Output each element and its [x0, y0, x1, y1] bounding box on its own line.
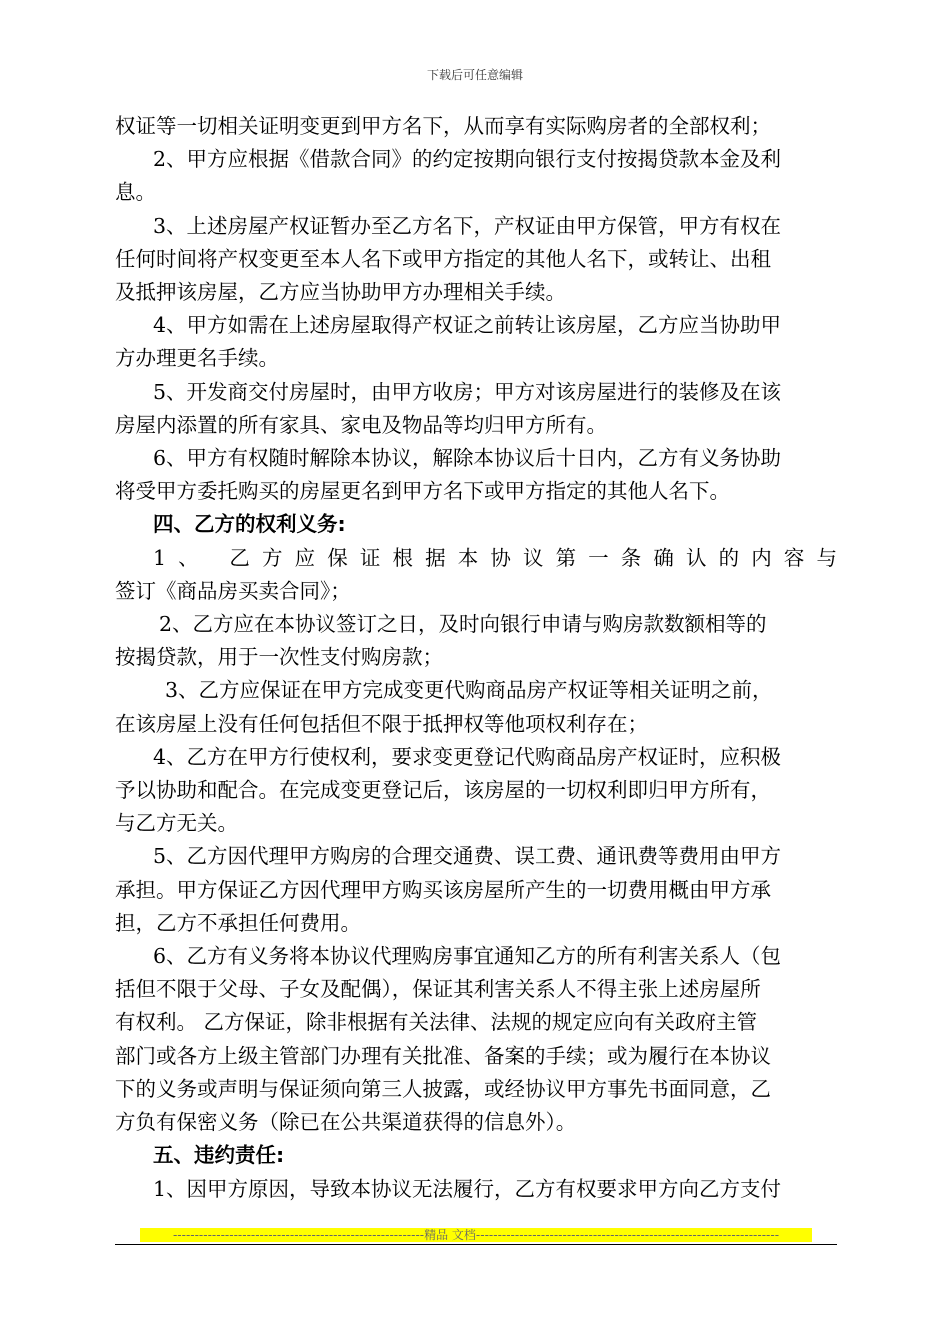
text-line: 2、甲方应根据《借款合同》的约定按期向银行支付按揭贷款本金及利: [153, 147, 782, 172]
document-body: [115, 110, 837, 1206]
text-line: 将受甲方委托购买的房屋更名到甲方名下或甲方指定的其他人名下。: [115, 479, 730, 504]
text-line: 3、上述房屋产权证暂办至乙方名下，产权证由甲方保管，甲方有权在: [153, 213, 782, 238]
text-line: 房屋内添置的所有家具、家电及物品等均归甲方所有。: [115, 412, 607, 437]
text-line: 4、甲方如需在上述房屋取得产权证之前转让该房屋，乙方应当协助甲: [153, 313, 782, 338]
text-line: 方办理更名手续。: [115, 346, 279, 371]
text-line: 承担。甲方保证乙方因代理甲方购买该房屋所产生的一切费用概由甲方承: [115, 877, 771, 902]
text-line: 1、 乙方应保证根据本协议第一条确认的内容与: [153, 545, 837, 570]
text-line: 予以协助和配合。在完成变更登记后，该房屋的一切权利即归甲方所有，: [115, 778, 771, 803]
text-line: 下的义务或声明与保证须向第三人披露，或经协议甲方事先书面同意，乙: [115, 1076, 771, 1101]
text-line: 有权利。 乙方保证，除非根据有关法律、法规的规定应向有关政府主管: [115, 1010, 758, 1035]
text-line: 3、乙方应保证在甲方完成变更代购商品房产权证等相关证明之前，: [165, 678, 773, 703]
text-line: 4、乙方在甲方行使权利，要求变更登记代购商品房产权证时，应积极: [153, 744, 782, 769]
footer-divider: [115, 1244, 837, 1245]
text-line: 2、乙方应在本协议签订之日，及时向银行申请与购房款数额相等的: [159, 612, 767, 637]
text-line: 在该房屋上没有任何包括但不限于抵押权等他项权利存在；: [115, 711, 648, 736]
text-line: 按揭贷款，用于一次性支付购房款；: [115, 645, 443, 670]
text-line: 权证等一切相关证明变更到甲方名下，从而享有实际购房者的全部权利；: [115, 114, 771, 138]
text-line: 任何时间将产权变更至本人名下或甲方指定的其他人名下，或转让、出租: [115, 246, 771, 271]
text-line: 5、乙方因代理甲方购房的合理交通费、误工费、通讯费等费用由甲方: [153, 844, 782, 869]
footer-watermark: ----------------------------------------------------------精品 文档----------------------------------------------------------------------: [140, 1228, 812, 1242]
text-line: 息。: [115, 180, 156, 205]
text-line: 担，乙方不承担任何费用。: [115, 910, 361, 935]
text-line: 6、甲方有权随时解除本协议，解除本协议后十日内，乙方有义务协助: [153, 446, 782, 471]
text-line: 5、开发商交付房屋时，由甲方收房；甲方对该房屋进行的装修及在该: [153, 379, 782, 404]
text-line: 方负有保密义务（除已在公共渠道获得的信息外）。: [115, 1110, 577, 1135]
text-line: 及抵押该房屋，乙方应当协助甲方办理相关手续。: [115, 280, 566, 305]
text-line: 部门或各方上级主管部门办理有关批准、备案的手续；或为履行在本协议: [115, 1043, 771, 1068]
section-heading: 五、违约责任:: [153, 1143, 285, 1168]
text-line: 6、乙方有义务将本协议代理购房事宜通知乙方的所有利害关系人（包: [153, 944, 782, 969]
text-line: 签订《商品房买卖合同》；: [115, 578, 351, 603]
page-header: 下载后可任意编辑: [426, 68, 523, 82]
text-line: 与乙方无关。: [115, 811, 238, 836]
text-line: 1、因甲方原因，导致本协议无法履行，乙方有权要求甲方向乙方支付: [153, 1176, 782, 1201]
section-heading: 四、乙方的权利义务:: [153, 512, 346, 537]
text-line: 括但不限于父母、子女及配偶），保证其利害关系人不得主张上述房屋所: [115, 977, 761, 1002]
